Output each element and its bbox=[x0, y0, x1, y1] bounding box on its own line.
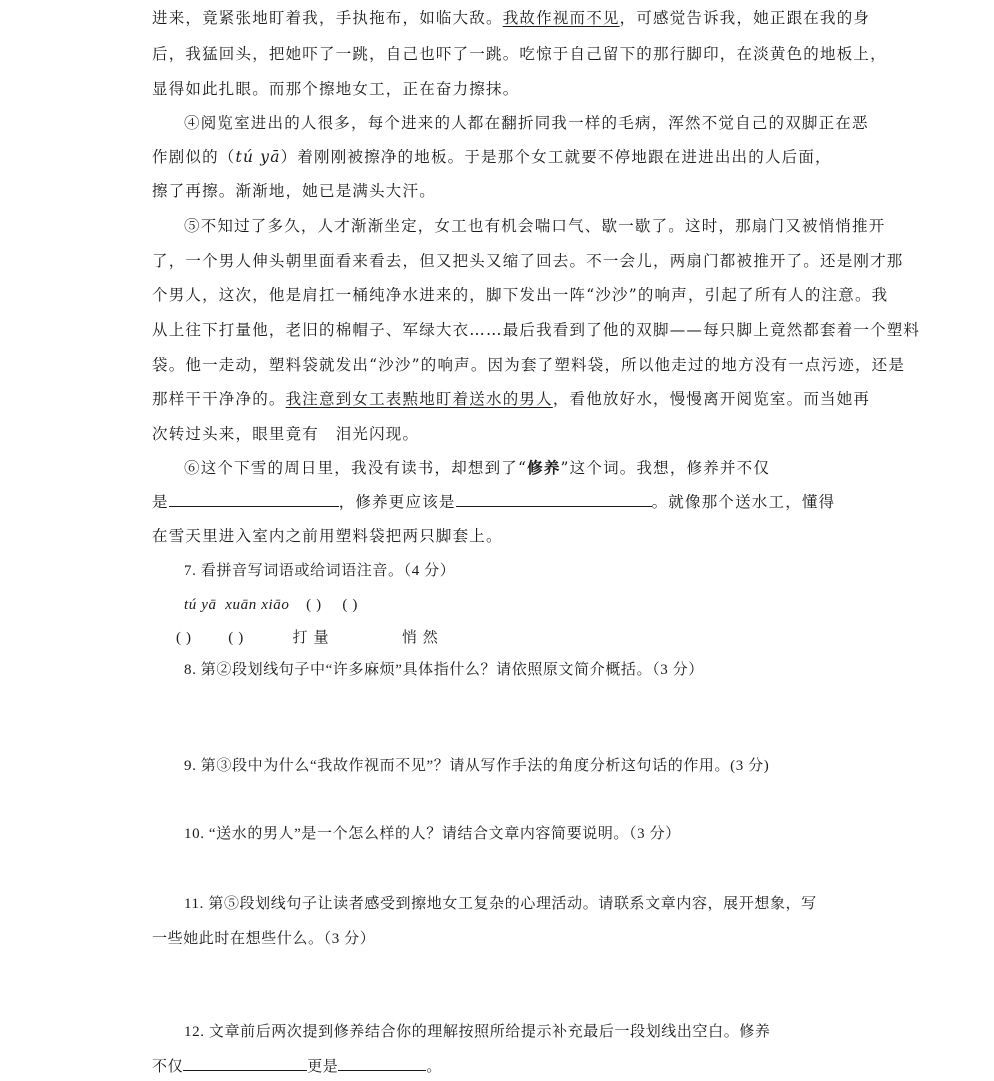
answer-blank[interactable] bbox=[169, 492, 339, 507]
question-7-word-row bbox=[176, 627, 438, 648]
passage-line bbox=[152, 492, 852, 512]
pinyin: tú yā bbox=[184, 597, 217, 613]
text: 更是 bbox=[307, 1059, 339, 1075]
paragraph-6-start bbox=[184, 458, 884, 478]
answer-blank[interactable] bbox=[183, 1056, 307, 1071]
paragraph-5-start: ⑤不知过了多久，人才渐渐坐定，女工也有机会喘口气、歇一歇了。这时，那扇门又被悄悄推开 bbox=[184, 217, 886, 235]
passage-line bbox=[152, 147, 852, 167]
answer-parentheses[interactable]: ( ) bbox=[176, 630, 192, 646]
text: 。 bbox=[426, 1059, 443, 1075]
text: 。就像那个送水工，懂得 bbox=[651, 493, 836, 511]
passage-line: 擦了再擦。渐渐地，她已是满头大汗。 bbox=[152, 182, 436, 200]
underlined-sentence: 我注意到女工表㸃地盯着送水的男人 bbox=[285, 390, 553, 408]
question-8: 8. 第②段划线句子中“许多麻烦”具体指什么？请依照原文简介概括。（3 分） bbox=[184, 662, 704, 678]
text: 不仅 bbox=[152, 1059, 184, 1075]
passage-line: 了，一个男人伸头朝里面看来看去，但又把头又缩了回去。不一会儿，两扇门都被推开了。还是刚才那 bbox=[152, 252, 904, 270]
passage-line: 从上往下打量他，老旧的棉帽子、军绿大衣……最后我看到了他的双脚——每只脚上竟然都套着一个塑料 bbox=[152, 321, 921, 339]
underlined-sentence: 我故作视而不见 bbox=[502, 9, 620, 27]
answer-blank[interactable] bbox=[338, 1056, 426, 1071]
text: ，看他放好水，慢慢离开阅览室。而当她再 bbox=[552, 390, 871, 408]
question-9: 9. 第③段中为什么“我故作视而不见”？请从写作手法的角度分析这句话的作用。(3 分) bbox=[184, 758, 770, 774]
answer-blank[interactable] bbox=[456, 492, 652, 507]
text: 是 bbox=[152, 493, 169, 511]
text: 作剧似的（ bbox=[152, 148, 236, 166]
text: ”这个词。我想，修养并不仅 bbox=[560, 459, 771, 477]
text: 那样干干净净的。 bbox=[152, 390, 286, 408]
passage-line: 个男人，这次，他是肩扛一桶纯净水进来的，脚下发出一阵“沙沙”的响声，引起了所有人的注意。我 bbox=[152, 286, 889, 304]
question-11-continued: 一些她此时在想些什么。（3 分） bbox=[152, 931, 376, 947]
text: 进来，竟紧张地盯着我，手执拖布，如临大敌。 bbox=[152, 9, 503, 27]
question-11: 11. 第⑤段划线句子让读者感受到擦地女工复杂的心理活动。请联系文章内容，展开想象，写 bbox=[184, 896, 817, 912]
question-7: 7. 看拼音写词语或给词语注音。（4 分） bbox=[184, 563, 456, 579]
passage-line bbox=[152, 8, 871, 28]
answer-parentheses[interactable]: ( ) bbox=[306, 597, 322, 613]
passage-line bbox=[152, 389, 871, 409]
pinyin: xuān xiāo bbox=[225, 597, 290, 613]
text: ，修养更应该是 bbox=[338, 493, 456, 511]
vocab-word: 打 量 bbox=[292, 628, 330, 646]
paragraph-4-start: ④阅览室进出的人很多，每个进来的人都在翻折同我一样的毛病，浑然不觉自己的双脚正在恶 bbox=[184, 114, 869, 132]
text: ）着刚刚被擦净的地板。于是那个女工就要不停地跟在进进出出的人后面， bbox=[280, 148, 832, 166]
passage-line: 次转过头来，眼里竟有 泪光闪现。 bbox=[152, 425, 420, 443]
question-12-continued bbox=[152, 1056, 442, 1077]
pinyin: tú yā bbox=[235, 148, 281, 166]
answer-parentheses[interactable]: ( ) bbox=[342, 597, 358, 613]
text: ⑥这个下雪的周日里，我没有读书，却想到了“ bbox=[184, 459, 528, 477]
question-7-pinyin-row bbox=[184, 595, 358, 615]
passage-line: 袋。他一走动，塑料袋就发出“沙沙”的响声。因为套了塑料袋，所以他走过的地方没有一点污迹，还是 bbox=[152, 356, 906, 374]
text: ，可感觉告诉我，她正跟在我的身 bbox=[619, 9, 871, 27]
passage-line: 在雪天里进入室内之前用塑料袋把两只脚套上。 bbox=[152, 527, 503, 545]
passage-line: 后，我猛回头，把她吓了一跳，自己也吓了一跳。吃惊于自己留下的那行脚印，在淡黄色的地板上， bbox=[152, 45, 887, 63]
vocab-word: 悄 然 bbox=[401, 628, 439, 646]
keyword: 修养 bbox=[527, 458, 561, 477]
passage-line: 显得如此扎眼。而那个擦地女工，正在奋力擦抹。 bbox=[152, 80, 520, 98]
question-12: 12. 文章前后两次提到修养结合你的理解按照所给提示补充最后一段划线出空白。修养 bbox=[184, 1024, 771, 1040]
answer-parentheses[interactable]: ( ) bbox=[228, 630, 244, 646]
question-10: 10. “送水的男人”是一个怎么样的人？请结合文章内容简要说明。（3 分） bbox=[184, 826, 681, 842]
